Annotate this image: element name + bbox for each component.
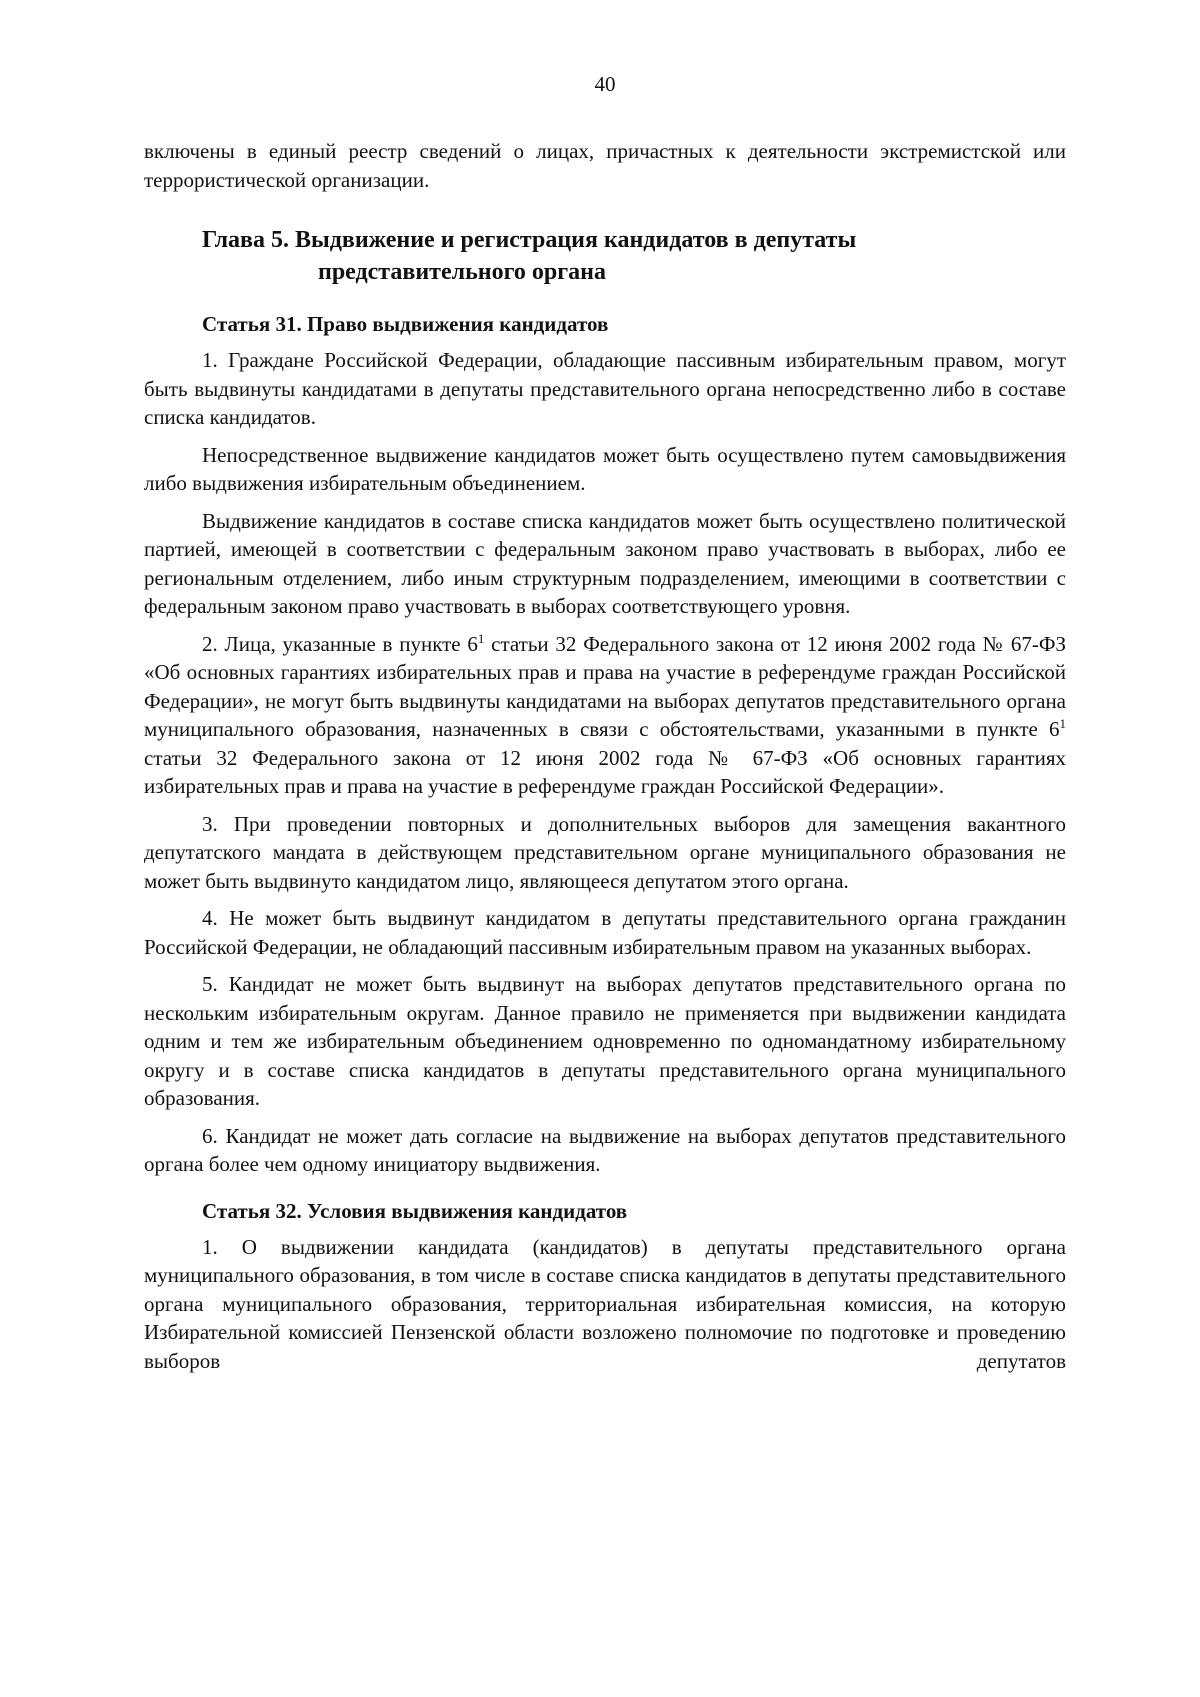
continuation-paragraph: включены в единый реестр сведений о лицах, причастных к деятельности экстремистской или террористической организации. [144, 139, 1066, 192]
article-31-paragraph-2 [144, 630, 1066, 801]
article-31-paragraph-2-part-c: статьи 32 Федерального закона от 12 июня 2002 года № 67-ФЗ «Об основных гарантиях избирательных прав и права на участие в референдуме граждан Российской Федерации». [144, 745, 1066, 799]
article-31-title: Статья 31. Право выдвижения кандидатов [202, 312, 609, 337]
superscript-1: 1 [1059, 716, 1066, 732]
article-31-paragraph-3: 3. При проведении повторных и дополнительных выборов для замещения вакантного депутатского мандата в действующем представительном органе муниципального образования не может быть выдвинуто кандидатом лицо, являющееся депутатом этого органа. [144, 811, 1066, 893]
article-32-paragraph-1: 1. О выдвижении кандидата (кандидатов) в депутаты представительного органа муниципального образования, в том числе в составе списка кандидатов в депутаты представительного органа муниципального образования, территориальная избирательная комиссия, на которую Избирательной комиссией Пензенской области возложено полномочие по подготовке и проведению выборов депутатов [144, 1234, 1066, 1373]
article-32-title: Статья 32. Условия выдвижения кандидатов [202, 1198, 628, 1223]
page-number: 40 [594, 72, 616, 96]
chapter-title-line-1: Глава 5. Выдвижение и регистрация кандидатов в депутаты [202, 227, 857, 254]
chapter-title [144, 224, 1066, 288]
chapter-title-line-2: представительного органа [318, 259, 606, 286]
article-31-paragraph-2-part-b: статьи 32 Федерального закона от 12 июня 2002 года № 67-ФЗ «Об основных гарантиях избирательных прав и права на участие в референдуме граждан Российской Федерации», не могут быть выдвинуты кандидатами на выборах депутатов представительного органа муниципального образования, назначенных в связи с обстоятельствами, указанными в пункте 6 [144, 631, 1066, 742]
article-31-paragraph-1b: Непосредственное выдвижение кандидатов может быть осуществлено путем самовыдвижения либо выдвижения избирательным объединением. [144, 442, 1066, 496]
article-31-paragraph-6: 6. Кандидат не может дать согласие на выдвижение на выборах депутатов представительного органа более чем одному инициатору выдвижения. [144, 1123, 1066, 1177]
document-page [144, 60, 1066, 1384]
article-31-paragraph-1c: Выдвижение кандидатов в составе списка кандидатов может быть осуществлено политической партией, имеющей в соответствии с федеральным законом право участвовать в выборах, либо ее региональным отделением, либо иным структурным подразделением, имеющими в соответствии с федеральным законом право участвовать в выборах соответствующего уровня. [144, 508, 1066, 619]
article-31-paragraph-1: 1. Граждане Российской Федерации, обладающие пассивным избирательным правом, могут быть выдвинуты кандидатами в депутаты представительного органа непосредственно либо в составе списка кандидатов. [144, 348, 1066, 430]
article-31-paragraph-5: 5. Кандидат не может быть выдвинут на выборах депутатов представительного органа по нескольким избирательным округам. Данное правило не применяется при выдвижении кандидата одним и тем же избирательным объединением одновременно по одномандатному избирательному округу и в составе списка кандидатов в депутаты представительного органа муниципального образования. [144, 972, 1066, 1111]
article-31-paragraph-4: 4. Не может быть выдвинут кандидатом в депутаты представительного органа гражданин Российской Федерации, не обладающий пассивным избирательным правом на указанных выборах. [144, 906, 1066, 959]
article-31-paragraph-2-part-a: 2. Лица, указанные в пункте 6 [202, 631, 478, 656]
superscript-1: 1 [477, 630, 485, 646]
